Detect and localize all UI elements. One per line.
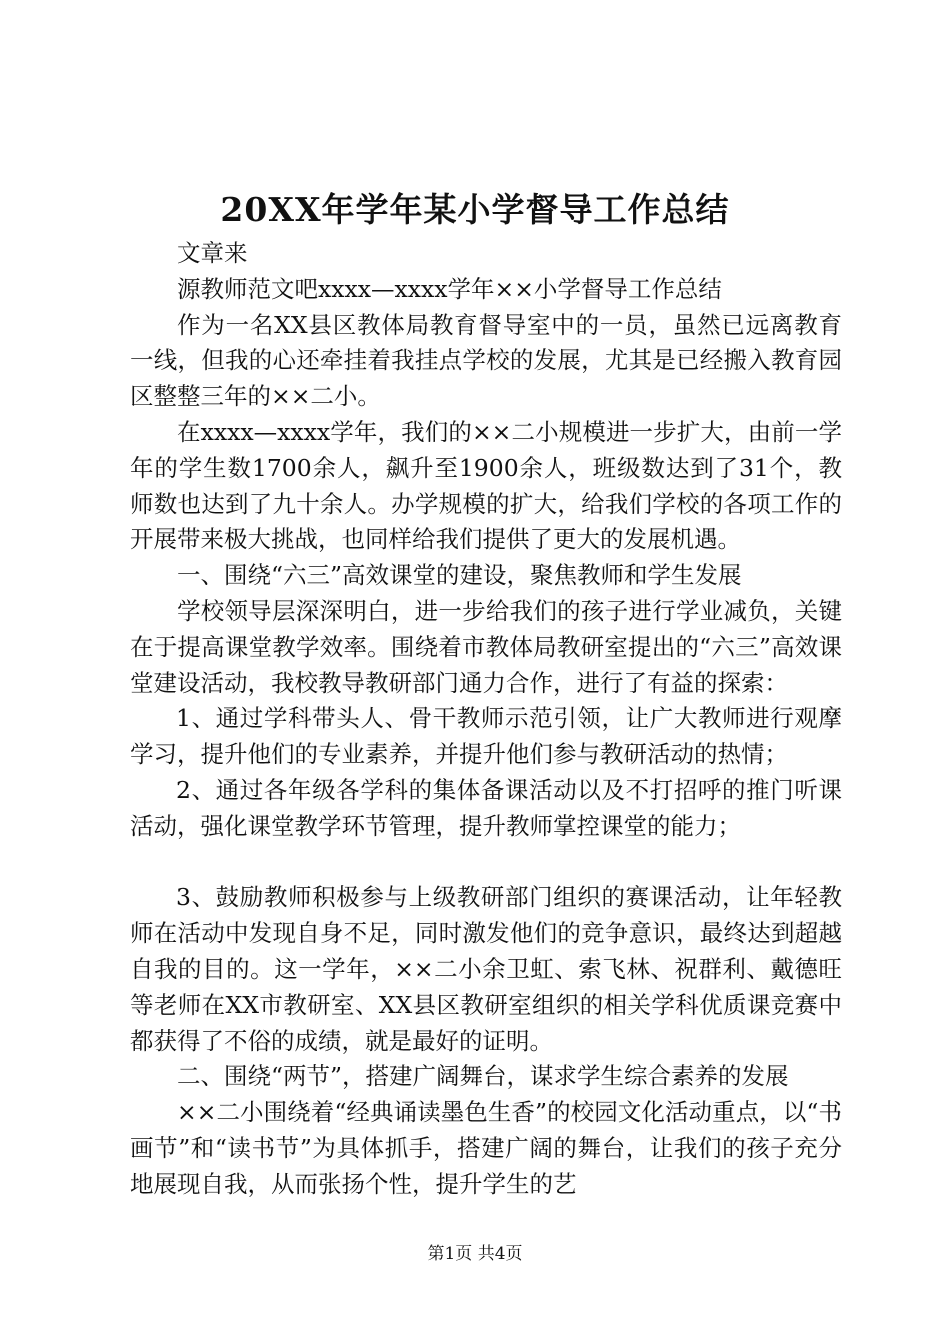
section-heading-1: 一、围绕“六三”高效课堂的建设，聚焦教师和学生发展: [177, 561, 742, 590]
list-item-2: 2、通过各年级各学科的集体备课活动以及不打招呼的推门听课活动，强化课堂教学环节管理，提升教师掌控课堂的能力；: [130, 775, 842, 840]
paragraph-classroom: 学校领导层深深明白，进一步给我们的孩子进行学业减负，关键在于提高课堂教学效率。围绕着市教体局教研室提出的“六三”高效课堂建设活动，我校教导教研部门通力合作，进行了有益的探索：: [130, 596, 842, 697]
paragraph-intro: 作为一名XX县区教体局教育督导室中的一员，虽然已远离教育一线，但我的心还牵挂着我挂点学校的发展，尤其是已经搬入教育园区整整三年的××二小。: [130, 310, 842, 411]
paragraph-festivals: ××二小围绕着“经典诵读墨色生香”的校园文化活动重点，以“书画节”和“读书节”为具体抓手，搭建广阔的舞台，让我们的孩子充分地展现自我，从而张扬个性，提升学生的艺: [130, 1098, 842, 1198]
paragraph-school-scale: 在xxxx—xxxx学年，我们的××二小规模进一步扩大，由前一学年的学生数1700余人，飙升至1900余人，班级数达到了31个，教师数也达到了九十余人。办学规模的扩大，给我们学校的各项工作的开展带来极大挑战，也同样给我们提供了更大的发展机遇。: [130, 417, 842, 554]
list-item-1: 1、通过学科带头人、骨干教师示范引领，让广大教师进行观摩学习，提升他们的专业素养，并提升他们参与教研活动的热情；: [130, 704, 842, 769]
list-item-3: 3、鼓励教师积极参与上级教研部门组织的赛课活动，让年轻教师在活动中发现自身不足，同时激发他们的竞争意识，最终达到超越自我的目的。这一学年，××二小余卫虹、索飞林、祝群利、戴德旺等老师在XX市教研室、XX县区教研室组织的相关学科优质课竞赛中都获得了不俗的成绩，就是最好的证明。: [130, 883, 842, 1055]
document-body: [130, 236, 842, 1203]
section-heading-2: 二、围绕“两节”，搭建广阔舞台，谋求学生综合素养的发展: [177, 1062, 789, 1091]
paragraph-source-line-1: 文章来: [177, 239, 248, 267]
document-title: 20XX年学年某小学督导工作总结: [220, 190, 730, 229]
paragraph-source-line-2: 源教师范文吧xxxx—xxxx学年××小学督导工作总结: [177, 274, 722, 303]
page-number-footer: 第1页 共4页: [427, 1244, 523, 1264]
blank-line: [130, 845, 842, 881]
